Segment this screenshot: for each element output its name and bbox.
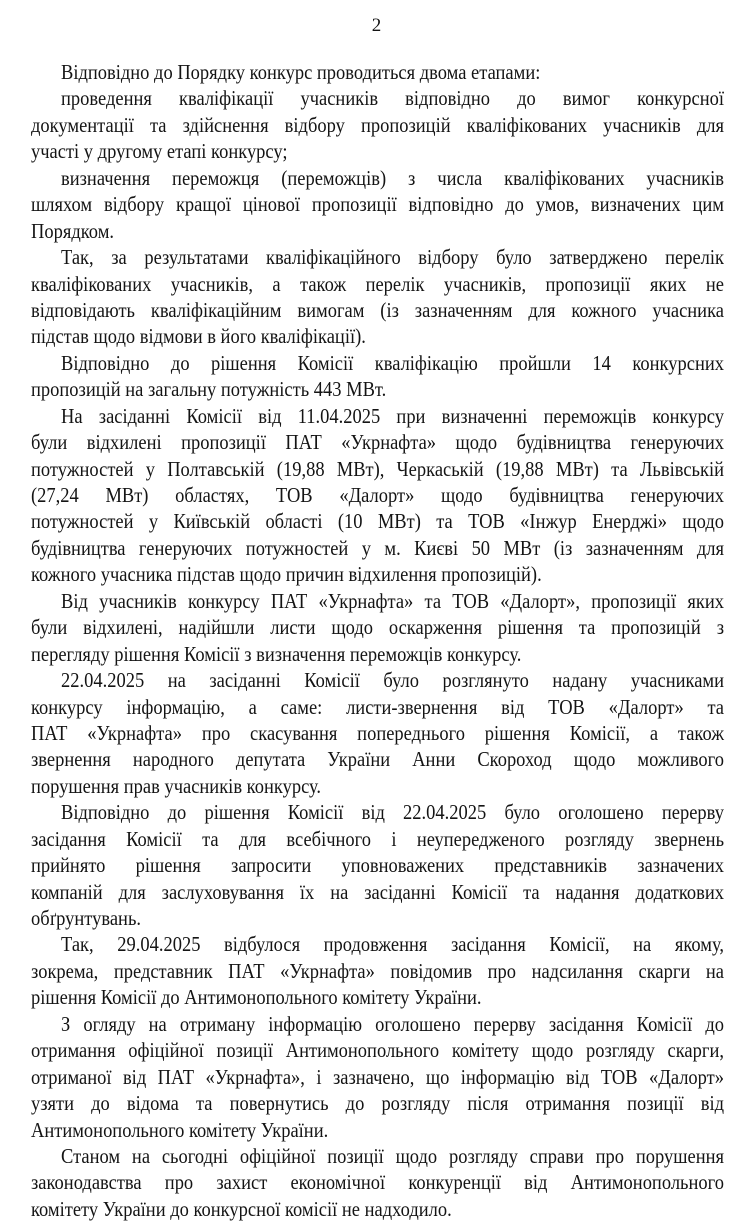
text-line: ПАТ «Укрнафта» про скасування попереднього рішення Комісії, а також (31, 720, 725, 745)
text-line: законодавства про захист економічної конкуренції від Антимонопольного (31, 1170, 724, 1195)
paragraph (31, 1011, 724, 1143)
paragraph (31, 799, 724, 931)
text-line: З огляду на отриману інформацію оголошено перерву засідання Комісії до (61, 1011, 725, 1036)
text-line: отримання офіційної позиції Антимонопольного комітету щодо розгляду скарги, (31, 1038, 724, 1063)
text-line: Від учасників конкурсу ПАТ «Укрнафта» та ТОВ «Далорт», пропозиції яких (61, 588, 724, 613)
text-line: зокрема, представник ПАТ «Укрнафта» повідомив про надсилання скарги на (31, 958, 724, 983)
text-line: потужностей у Полтавській (19,88 МВт), Черкаській (19,88 МВт) та Львівській (31, 456, 724, 481)
paragraph (31, 588, 724, 667)
paragraph (31, 59, 724, 85)
text-line: потужностей у Київській області (10 МВт) та ТОВ «Інжур Енерджі» щодо (31, 509, 724, 534)
text-line: були відхилені, надійшли листи щодо оскарження рішення та пропозицій з (31, 615, 724, 640)
text-line: порушення прав учасників конкурсу. (31, 773, 322, 798)
text-line: 22.04.2025 на засіданні Комісії було розглянуто надану учасниками (61, 668, 725, 693)
paragraph (31, 350, 724, 403)
paragraph (31, 667, 724, 799)
text-line: кваліфікованих учасників, а також перелік учасників, пропозиції яких не (31, 271, 724, 296)
text-line: будівництва генеруючих потужностей у м. Києві 50 МВт (із зазначенням для (31, 535, 724, 560)
text-line: компаній для заслуховування їх на засіданні Комісії та надання додаткових (31, 879, 724, 904)
text-line: документації та здійснення відбору пропозицій кваліфікованих учасників для (31, 112, 724, 137)
text-line: Так, за результатами кваліфікаційного відбору було затверджено перелік (61, 245, 724, 270)
paragraph (31, 85, 724, 164)
text-line: прийнято рішення запросити уповноважених представників зазначених (31, 853, 724, 878)
text-line: Порядком. (31, 218, 115, 243)
text-line: Відповідно до рішення Комісії кваліфікацію пройшли 14 конкурсних (61, 350, 724, 375)
paragraph (31, 1143, 724, 1222)
text-line: Станом на сьогодні офіційної позиції щодо розгляду справи про порушення (61, 1143, 724, 1168)
text-line: пропозицій на загальну потужність 443 МВт. (31, 377, 387, 402)
text-line: конкурсу інформацію, а саме: листи-звернення від ТОВ «Далорт» та (31, 694, 724, 719)
document-body (31, 59, 724, 1222)
text-line: кожного учасника підстав щодо причин відхилення пропозицій). (31, 562, 542, 587)
text-line: На засіданні Комісії від 11.04.2025 при визначенні переможців конкурсу (61, 403, 724, 428)
paragraph (31, 403, 724, 588)
text-line: були відхилені пропозиції ПАТ «Укрнафта» щодо будівництва генеруючих (31, 430, 724, 455)
text-line: відповідають кваліфікаційним вимогам (із зазначенням для кожного учасника (31, 297, 724, 322)
text-line: (27,24 МВт) областях, ТОВ «Далорт» щодо будівництва генеруючих (31, 483, 725, 507)
text-line: визначення переможця (переможців) з числа кваліфікованих учасників (61, 165, 725, 190)
text-line: отриманої від ПАТ «Укрнафта», і зазначено, що інформацію від ТОВ «Далорт» (31, 1064, 724, 1089)
text-line: комітету України до конкурсної комісії не надходило. (31, 1196, 452, 1221)
paragraph (31, 165, 724, 244)
text-line: обґрунтувань. (31, 906, 142, 930)
text-line: Антимонопольного комітету України. (31, 1117, 329, 1142)
text-line: звернення народного депутата України Анни Скороход щодо можливого (31, 747, 724, 772)
text-line: проведення кваліфікації учасників відповідно до вимог конкурсної (61, 86, 725, 111)
text-line: шляхом відбору кращої цінової пропозиції відповідно до умов, визначених цим (31, 192, 724, 217)
text-line: Відповідно до рішення Комісії від 22.04.2025 було оголошено перерву (61, 800, 725, 825)
text-line: участі у другому етапі конкурсу; (31, 139, 288, 164)
text-line: рішення Комісії до Антимонопольного комітету України. (31, 985, 482, 1010)
text-line: перегляду рішення Комісії з визначення переможців конкурсу. (31, 641, 522, 666)
text-line: підстав щодо відмови в його кваліфікації). (31, 324, 366, 349)
text-line: узяти до відома та повернутись до розгляду після отримання позиції від (31, 1091, 724, 1116)
text-line: Відповідно до Порядку конкурс проводиться двома етапами: (61, 60, 541, 84)
paragraph (31, 244, 724, 350)
page-number: 2 (371, 15, 382, 36)
text-line: Так, 29.04.2025 відбулося продовження засідання Комісії, на якому, (61, 932, 725, 957)
paragraph (31, 931, 724, 1010)
text-line: засідання Комісії та для всебічного і неупередженого розгляду звернень (31, 826, 724, 851)
